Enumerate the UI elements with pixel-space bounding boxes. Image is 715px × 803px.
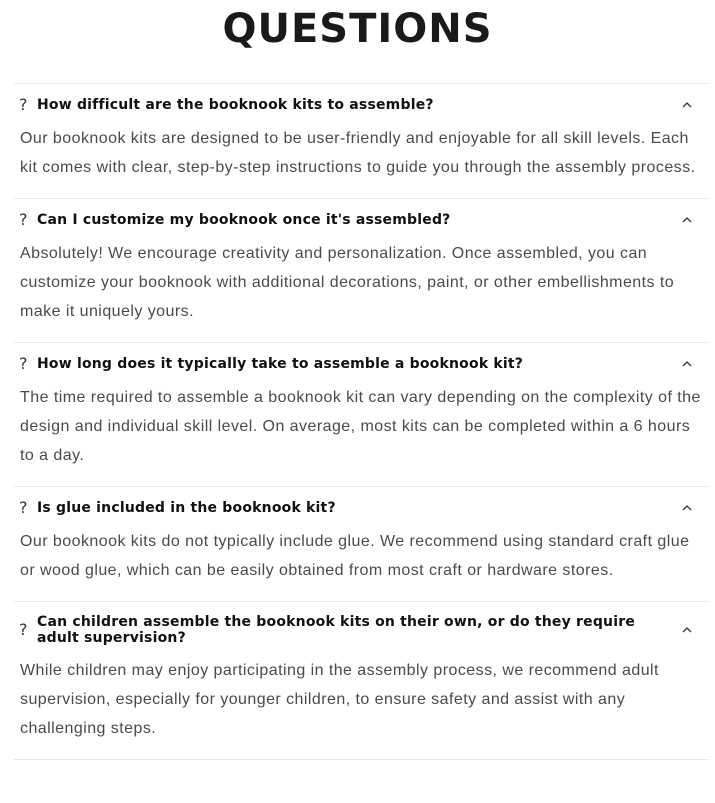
faq-item (14, 486, 709, 601)
chevron-up-icon[interactable] (681, 502, 693, 514)
chevron-up-icon[interactable] (681, 624, 693, 636)
faq-answer: Absolutely! We encourage creativity and personalization. Once assembled, you can customize your booknook with additional decorations, paint, or other embellishments to make it uniquely yours. (20, 245, 675, 320)
page-title: QUESTIONS (222, 6, 493, 52)
faq-answer: While children may enjoy participating in the assembly process, we recommend adult supervision, especially for younger children, to ensure safety and assist with any challenging steps. (20, 662, 659, 737)
faq-toggle[interactable] (14, 96, 709, 114)
faq-item (14, 198, 709, 342)
chevron-up-icon[interactable] (681, 214, 693, 226)
faq-answer: Our booknook kits do not typically include glue. We recommend using standard craft glue or wood glue, which can be easily obtained from most craft or hardware stores. (20, 533, 690, 579)
question-mark-icon: ? (19, 95, 28, 114)
question-mark-icon: ? (19, 620, 28, 639)
faq-item (14, 601, 709, 760)
faq-answer: The time required to assemble a booknook kit can vary depending on the complexity of the design and individual skill level. On average, most kits can be completed within a 6 hours to a day. (20, 389, 701, 464)
faq-toggle[interactable] (14, 355, 709, 373)
faq-item (14, 342, 709, 486)
question-mark-icon: ? (19, 498, 28, 517)
chevron-up-icon[interactable] (681, 358, 693, 370)
faq-question: How long does it typically take to assemble a booknook kit? (37, 356, 524, 372)
chevron-up-icon[interactable] (681, 99, 693, 111)
faq-question: Can I customize my booknook once it's assembled? (37, 212, 451, 228)
faq-list (14, 83, 709, 760)
question-mark-icon: ? (19, 210, 28, 229)
faq-answer: Our booknook kits are designed to be user-friendly and enjoyable for all skill levels. Each kit comes with clear, step-by-step instructions to guide you through the assembly process. (20, 130, 696, 176)
question-mark-icon: ? (19, 354, 28, 373)
faq-toggle[interactable] (14, 211, 709, 229)
faq-toggle[interactable] (14, 614, 709, 646)
faq-question: Can children assemble the booknook kits on their own, or do they require adult supervision? (37, 614, 636, 646)
faq-item (14, 83, 709, 198)
faq-question: Is glue included in the booknook kit? (37, 500, 336, 516)
faq-question: How difficult are the booknook kits to assemble? (37, 97, 434, 113)
faq-toggle[interactable] (14, 499, 709, 517)
